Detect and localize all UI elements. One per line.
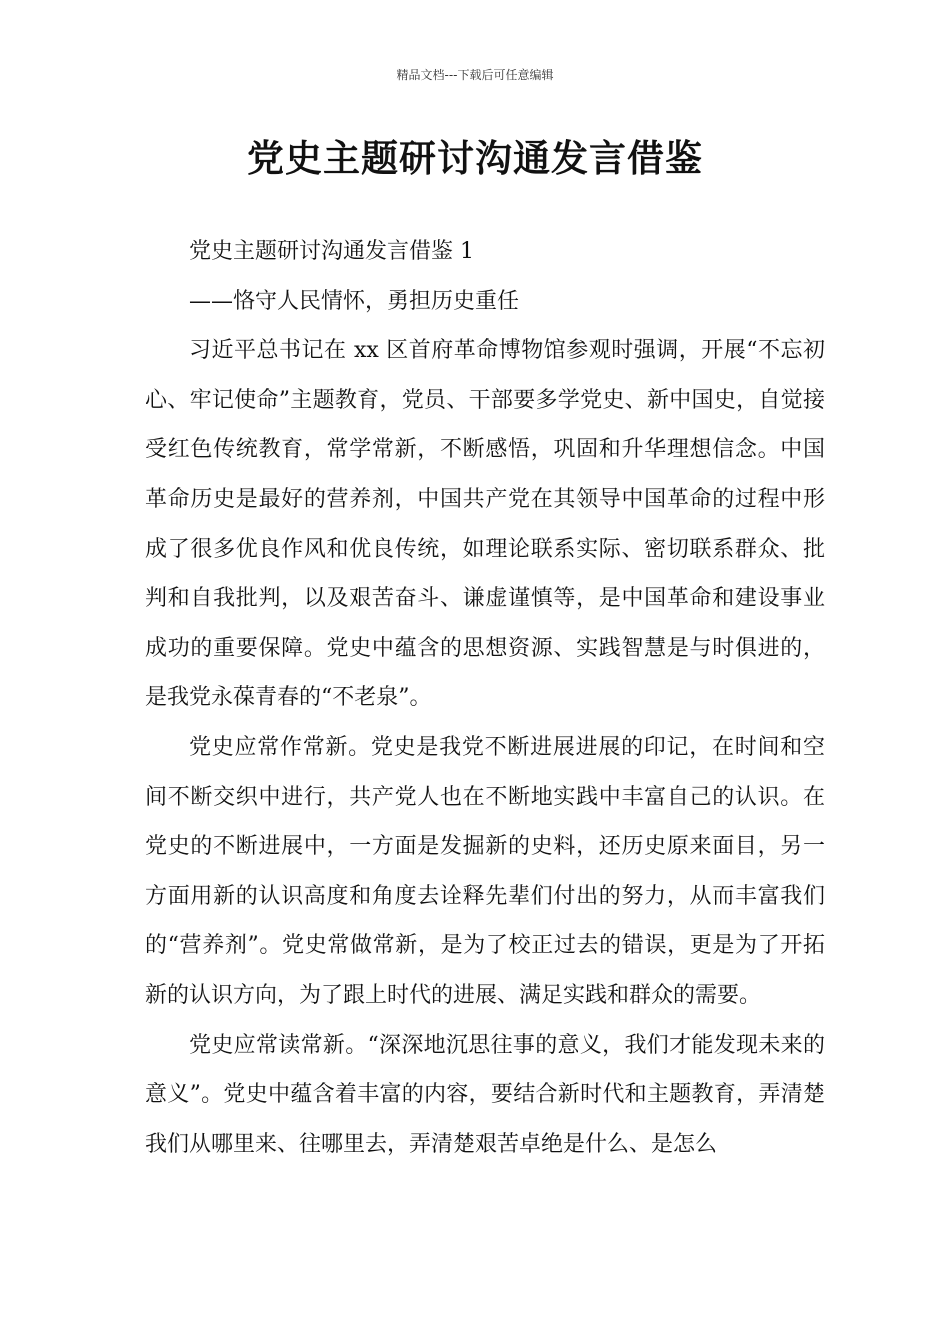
- paragraph-3: 党史应常读常新。“深深地沉思往事的意义，我们才能发现未来的意义”。党史中蕴含着丰富的内容，要结合新时代和主题教育，弄清楚我们从哪里来、往哪里去，弄清楚艰苦卓绝是什么、是怎么: [145, 1032, 825, 1157]
- document-title: 党史主题研讨沟通发言借鉴: [247, 137, 703, 180]
- document-body: [145, 227, 825, 1169]
- section-tagline: ——恪守人民情怀，勇担历史重任: [189, 288, 520, 314]
- section-heading: 党史主题研讨沟通发言借鉴 1: [189, 239, 474, 264]
- header-note: 精品文档---下载后可任意编辑: [396, 68, 554, 82]
- paragraph-2: 党史应常作常新。党史是我党不断进展进展的印记，在时间和空间不断交织中进行，共产党人也在不断地实践中丰富自己的认识。在党史的不断进展中，一方面是发掘新的史料，还历史原来面目，另一方面用新的认识高度和角度去诠释先辈们付出的努力，从而丰富我们的“营养剂”。党史常做常新，是为了校正过去的错误，更是为了开拓新的认识方向，为了跟上时代的进展、满足实践和群众的需要。: [145, 734, 825, 1008]
- paragraph-1: 习近平总书记在 xx 区首府革命博物馆参观时强调，开展“不忘初心、牢记使命”主题教育，党员、干部要多学党史、新中国史，自觉接受红色传统教育，常学常新，不断感悟，巩固和升华理想信念。中国革命历史是最好的营养剂，中国共产党在其领导中国革命的过程中形成了很多优良作风和优良传统，如理论联系实际、密切联系群众、批判和自我批判，以及艰苦奋斗、谦虚谨慎等，是中国革命和建设事业成功的重要保障。党史中蕴含的思想资源、实践智慧是与时俱进的，是我党永葆青春的“不老泉”。: [145, 338, 825, 711]
